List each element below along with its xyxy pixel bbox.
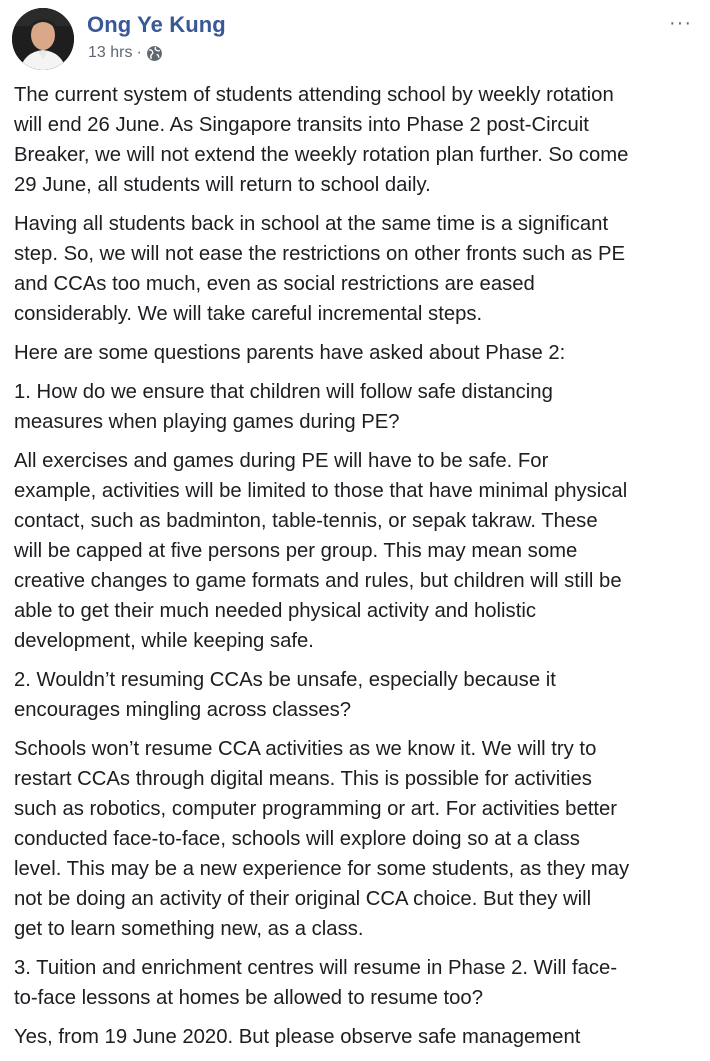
post-paragraph: Having all students back in school at the same time is a significant step. So, we will not ease the restrictions on other fronts such as PE and CCAs too much, even as social restrictions are eased considerably. We will take careful incremental steps.: [14, 213, 625, 325]
post-timestamp[interactable]: 13 hrs: [88, 44, 133, 61]
avatar-photo: [12, 8, 74, 70]
post-paragraph: Here are some questions parents have asked about Phase 2:: [14, 342, 566, 364]
post-paragraph: Yes, from 19 June 2020. But please observe safe management: [14, 1026, 581, 1048]
meta-separator: ·: [136, 44, 142, 61]
post-paragraph: 1. How do we ensure that children will follow safe distancing measures when playing games during PE?: [14, 381, 553, 433]
post-body: [14, 80, 704, 1061]
post-meta: [88, 44, 163, 62]
post-paragraph: 3. Tuition and enrichment centres will resume in Phase 2. Will face- to-face lessons at homes be allowed to resume too?: [14, 957, 618, 1009]
globe-icon[interactable]: [146, 45, 163, 62]
post-paragraph: Schools won’t resume CCA activities as we know it. We will try to restart CCAs through digital means. This is possible for activities such as robotics, computer programming or art. For activities better conducted face-to-face, schools will explore doing so at a class level. This may be a new experience for some students, as they may not be doing an activity of their original CCA choice. But they will get to learn something new, as a class.: [14, 738, 630, 940]
author-name[interactable]: Ong Ye Kung: [87, 12, 226, 37]
post-paragraph: All exercises and games during PE will have to be safe. For example, activities will be limited to those that have minimal physical contact, such as badminton, table-tennis, or sepak takraw. These will be capped at five persons per group. This may mean some creative changes to game formats and rules, but children will still be able to get their much needed physical activity and holistic development, while keeping safe.: [14, 450, 628, 652]
avatar[interactable]: [12, 8, 74, 70]
post-paragraph: 2. Wouldn’t resuming CCAs be unsafe, especially because it encourages mingling across classes?: [14, 669, 556, 721]
post-header: [0, 0, 710, 72]
more-options-icon[interactable]: ···: [669, 12, 692, 34]
post-paragraph: The current system of students attending school by weekly rotation will end 26 June. As Singapore transits into Phase 2 post-Circuit Breaker, we will not extend the weekly rotation plan further. So come 29 June, all students will return to school daily.: [14, 84, 629, 196]
